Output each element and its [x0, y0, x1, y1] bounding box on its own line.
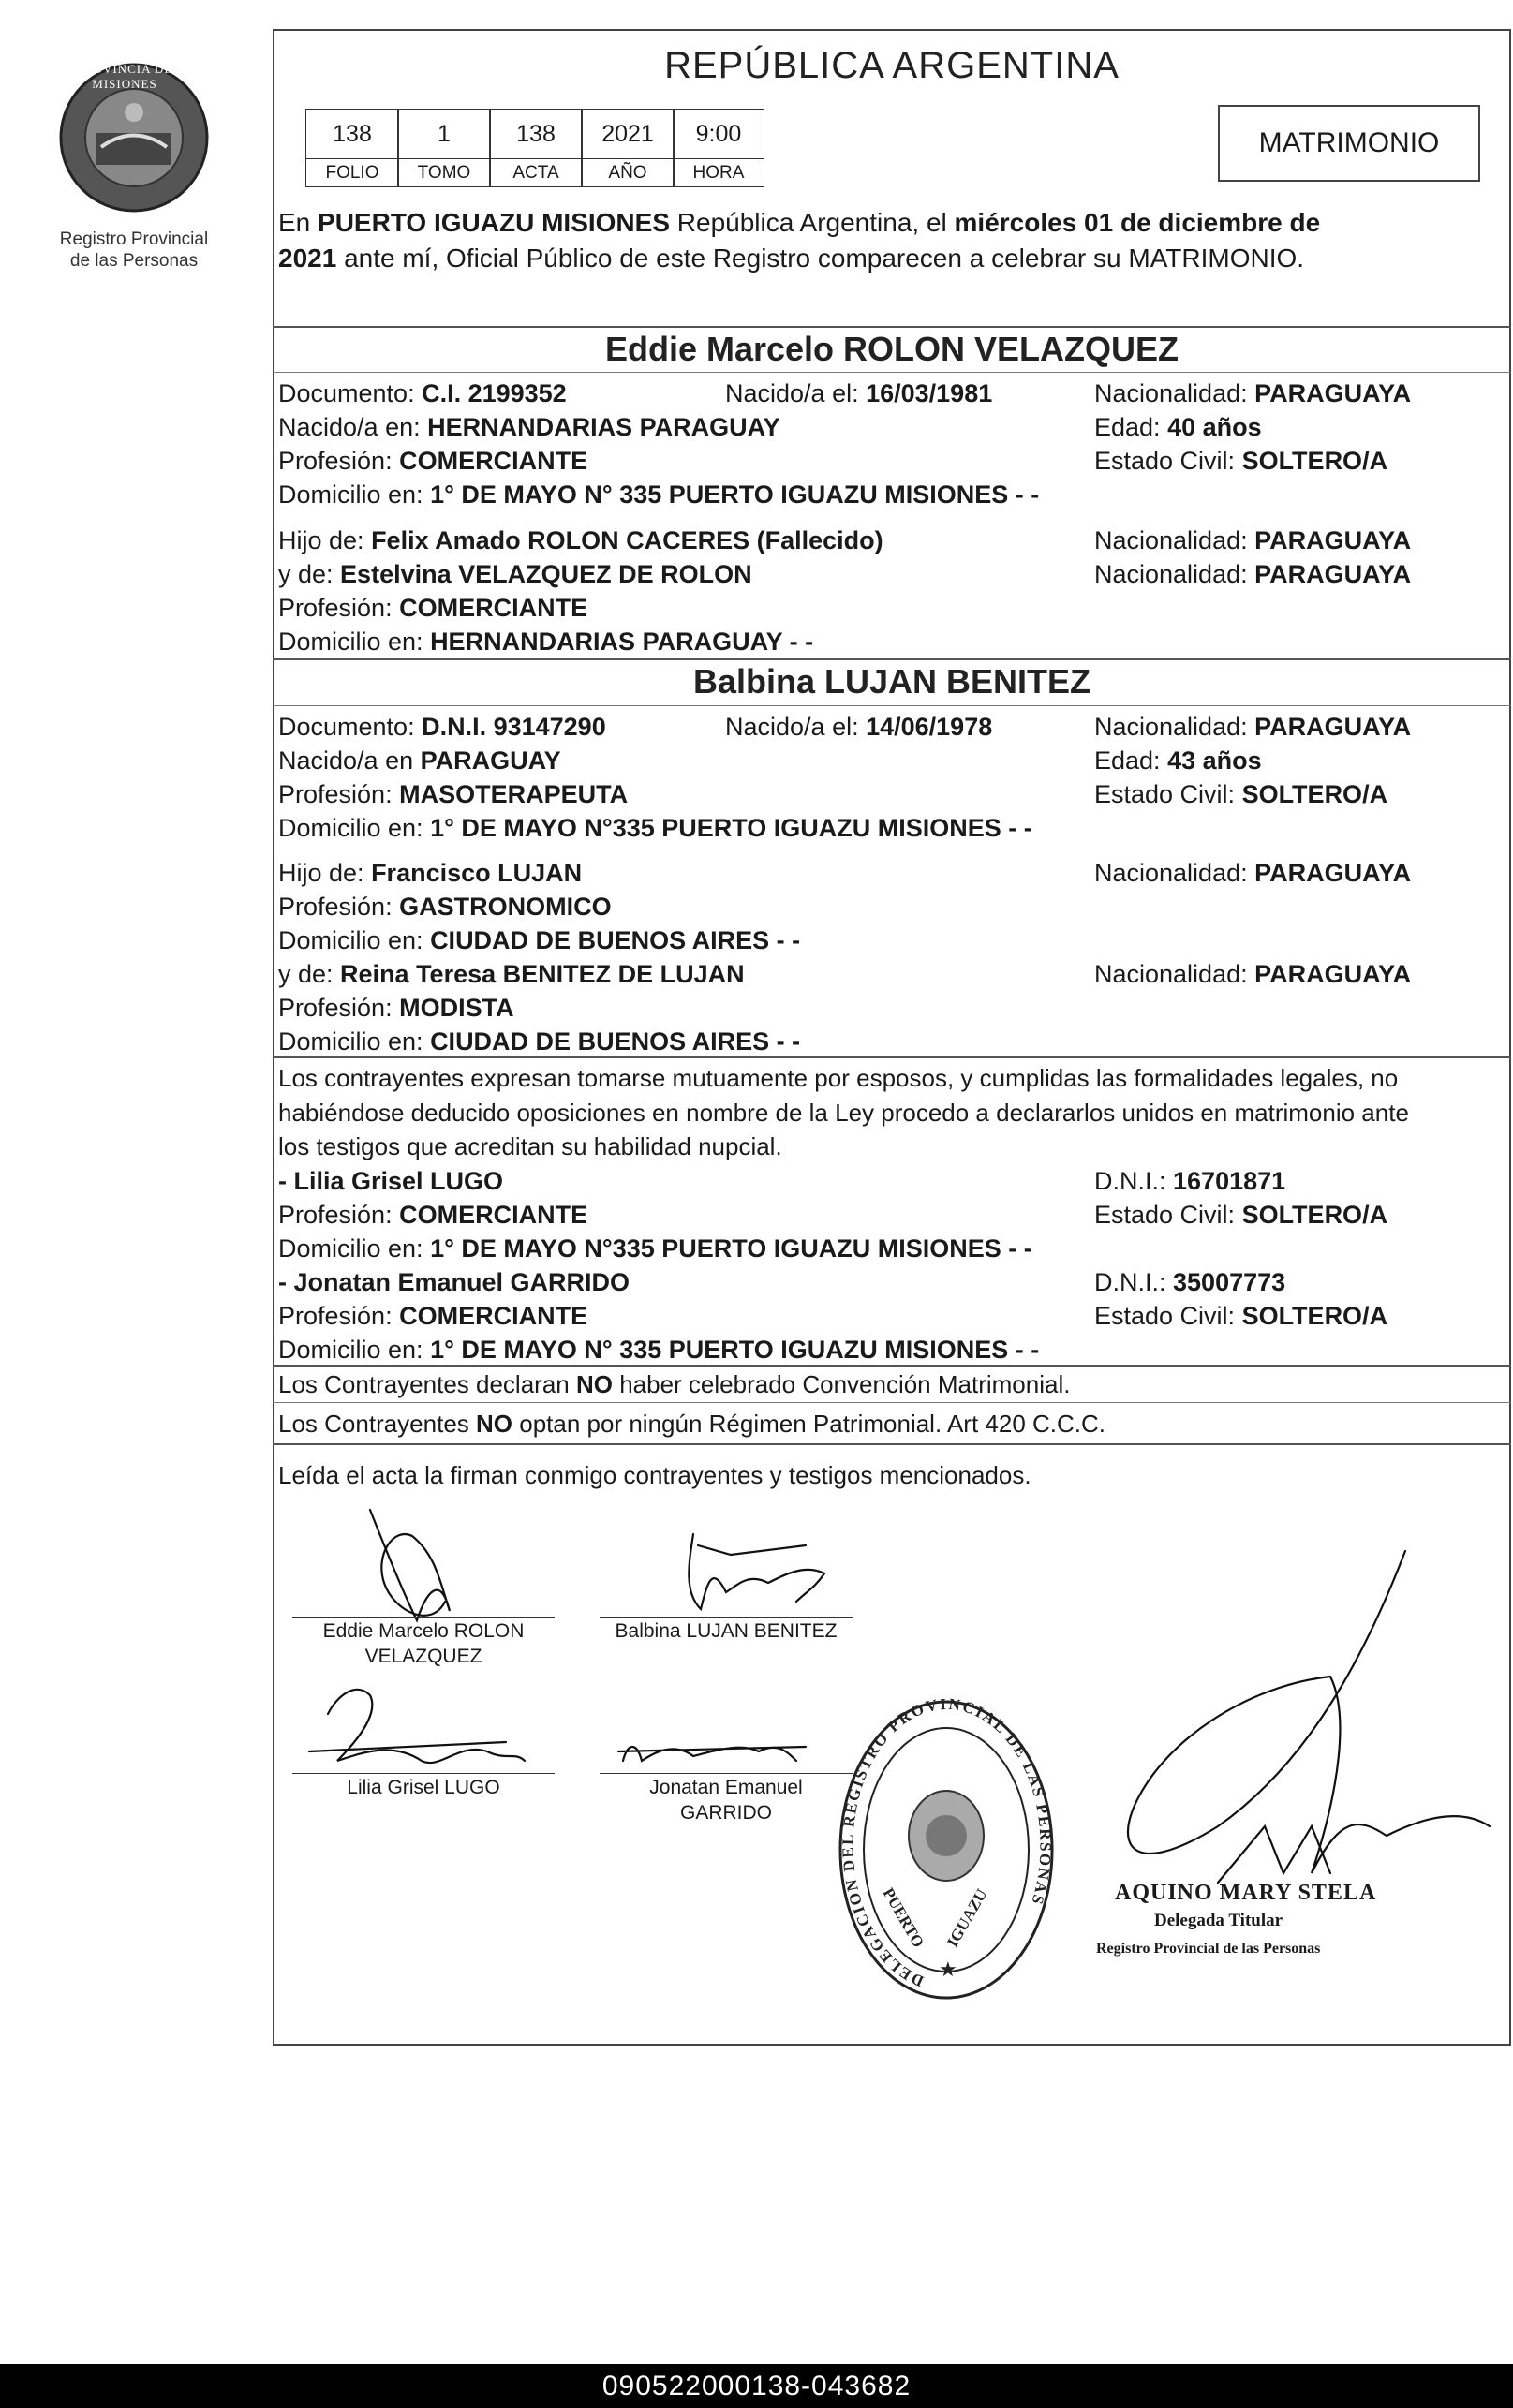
intro-line-2: 2021 ante mí, Oficial Público de este Registro comparecen a celebrar su MATRIMONIO. [278, 244, 1305, 273]
witness2-address: Domicilio en: 1° DE MAYO N° 335 PUERTO IGUAZU MISIONES - - [278, 1336, 1040, 1364]
signature-line-witness2 [600, 1773, 853, 1774]
spouse2-mother: y de: Reina Teresa BENITEZ DE LUJAN [278, 960, 745, 988]
signature-official-icon [1128, 1551, 1490, 1883]
official-name: AQUINO MARY STELA [1115, 1881, 1377, 1905]
stamp-inner-2: IGUAZU [943, 1885, 991, 1950]
stamp-ring-text: DELEGACION DEL REGISTRO PROVINCIAL DE LAS PERSONAS [838, 1695, 1055, 1991]
spouse1-document: Documento: C.I. 2199352 [278, 379, 567, 407]
closing-statement: Leída el acta la firman conmigo contrayentes y testigos mencionados. [278, 1461, 1031, 1489]
witness2-name: - Jonatan Emanuel GARRIDO [278, 1268, 630, 1296]
spouse1-name: Eddie Marcelo ROLON VELAZQUEZ [604, 330, 1179, 368]
spouse1-mother-nationality: Nacionalidad: PARAGUAYA [1094, 560, 1412, 588]
witness2-civil-status: Estado Civil: SOLTERO/A [1094, 1302, 1388, 1330]
signature-line-spouse2 [600, 1617, 853, 1618]
stamp-inner-1: PUERTO [879, 1884, 927, 1951]
act-type-box: MATRIMONIO [1218, 105, 1480, 182]
signature-witness2-icon [618, 1747, 806, 1761]
regime-line-1: Los Contrayentes declaran NO haber celebrado Convención Matrimonial. [278, 1370, 1071, 1398]
spouse1-address: Domicilio en: 1° DE MAYO N° 335 PUERTO IGUAZU MISIONES - - [278, 480, 1040, 509]
signature-name-witness1: Lilia Grisel LUGO [347, 1777, 500, 1798]
official-role: Delegada Titular [1154, 1911, 1283, 1930]
spouse1-civil-status: Estado Civil: SOLTERO/A [1094, 447, 1388, 475]
spouse2-mother-profession: Profesión: MODISTA [278, 994, 514, 1022]
signature-name-spouse2: Balbina LUJAN BENITEZ [615, 1620, 838, 1642]
spouse1-birthdate: Nacido/a el: 16/03/1981 [725, 379, 993, 407]
spouse1-father-nationality: Nacionalidad: PARAGUAYA [1094, 526, 1412, 554]
registry-acta: 138 ACTA [489, 109, 583, 187]
signature-witness1-icon [309, 1690, 525, 1763]
witness2-dni: D.N.I.: 35007773 [1094, 1268, 1286, 1296]
svg-text:★: ★ [939, 1957, 957, 1981]
signature-name-spouse1: Eddie Marcelo ROLON VELAZQUEZ [322, 1620, 525, 1667]
regime-line-2: Los Contrayentes NO optan por ningún Régimen Patrimonial. Art 420 C.C.C. [278, 1410, 1106, 1438]
registry-hora: 9:00 HORA [673, 109, 764, 187]
witness1-civil-status: Estado Civil: SOLTERO/A [1094, 1201, 1388, 1229]
spouse1-father: Hijo de: Felix Amado ROLON CACERES (Fallecido) [278, 526, 883, 554]
spouse2-name: Balbina LUJAN BENITEZ [692, 662, 1091, 701]
spouse1-nationality: Nacionalidad: PARAGUAYA [1094, 379, 1412, 407]
spouse2-father-address: Domicilio en: CIUDAD DE BUENOS AIRES - - [278, 926, 801, 954]
spouse2-profession: Profesión: MASOTERAPEUTA [278, 780, 629, 808]
official-office: Registro Provincial de las Personas [1096, 1941, 1321, 1957]
spouse2-age: Edad: 43 años [1094, 746, 1262, 775]
spouse1-parents-profession: Profesión: COMERCIANTE [278, 594, 588, 622]
signature-spouse2-icon [689, 1534, 824, 1609]
declaration-line-1: Los contrayentes expresan tomarse mutuamente por esposos, y cumplidas las formalidades legales, no [278, 1064, 1399, 1092]
spouse2-mother-nationality: Nacionalidad: PARAGUAYA [1094, 960, 1412, 988]
registry-folio: 138 FOLIO [305, 109, 399, 187]
registry-anio: 2021 AÑO [581, 109, 675, 187]
spouse2-nationality: Nacionalidad: PARAGUAYA [1094, 713, 1412, 741]
spouse2-father-nationality: Nacionalidad: PARAGUAYA [1094, 859, 1412, 887]
spouse2-father: Hijo de: Francisco LUJAN [278, 859, 583, 887]
logo-ring-text: PROVINCIA DE MISIONES [76, 62, 173, 91]
registry-stamp-icon [834, 1695, 1059, 2004]
logo-caption-2: de las Personas [69, 251, 199, 271]
document-code-bar: 090522000138-043682 [0, 2364, 1513, 2408]
signature-line-spouse1 [292, 1617, 555, 1618]
spouse2-father-profession: Profesión: GASTRONOMICO [278, 893, 612, 921]
witness1-address: Domicilio en: 1° DE MAYO N°335 PUERTO IGUAZU MISIONES - - [278, 1234, 1032, 1263]
witness1-dni: D.N.I.: 16701871 [1094, 1167, 1286, 1195]
spouse1-profession: Profesión: COMERCIANTE [278, 447, 588, 475]
signature-name-witness2: Jonatan Emanuel GARRIDO [649, 1777, 803, 1824]
spouse2-civil-status: Estado Civil: SOLTERO/A [1094, 780, 1388, 808]
spouse2-address: Domicilio en: 1° DE MAYO N°335 PUERTO IGUAZU MISIONES - - [278, 814, 1032, 842]
spouse2-birthplace: Nacido/a en PARAGUAY [278, 746, 561, 775]
page-title: REPÚBLICA ARGENTINA [664, 45, 1120, 86]
spouse2-mother-address: Domicilio en: CIUDAD DE BUENOS AIRES - - [278, 1027, 801, 1056]
spouse2-document: Documento: D.N.I. 93147290 [278, 713, 606, 741]
logo-caption-1: Registro Provincial [59, 229, 209, 249]
spouse1-age: Edad: 40 años [1094, 413, 1262, 441]
witness2-profession: Profesión: COMERCIANTE [278, 1302, 588, 1330]
spouse2-birthdate: Nacido/a el: 14/06/1978 [725, 713, 993, 741]
signature-line-witness1 [292, 1773, 555, 1774]
declaration-line-3: los testigos que acreditan su habilidad nupcial. [278, 1132, 782, 1160]
declaration-line-2: habiéndose deducido oposiciones en nombre de la Ley procedo a declararlos unidos en matrimonio ante [278, 1099, 1409, 1127]
intro-line-1: En PUERTO IGUAZU MISIONES República Argentina, el miércoles 01 de diciembre de [278, 208, 1321, 237]
witness1-profession: Profesión: COMERCIANTE [278, 1201, 588, 1229]
spouse1-parents-address: Domicilio en: HERNANDARIAS PARAGUAY - - [278, 628, 814, 656]
spouse1-mother: y de: Estelvina VELAZQUEZ DE ROLON [278, 560, 752, 588]
spouse1-birthplace: Nacido/a en: HERNANDARIAS PARAGUAY [278, 413, 780, 441]
signature-spouse1-icon [370, 1510, 450, 1620]
witness1-name: - Lilia Grisel LUGO [278, 1167, 504, 1195]
registry-tomo: 1 TOMO [397, 109, 491, 187]
